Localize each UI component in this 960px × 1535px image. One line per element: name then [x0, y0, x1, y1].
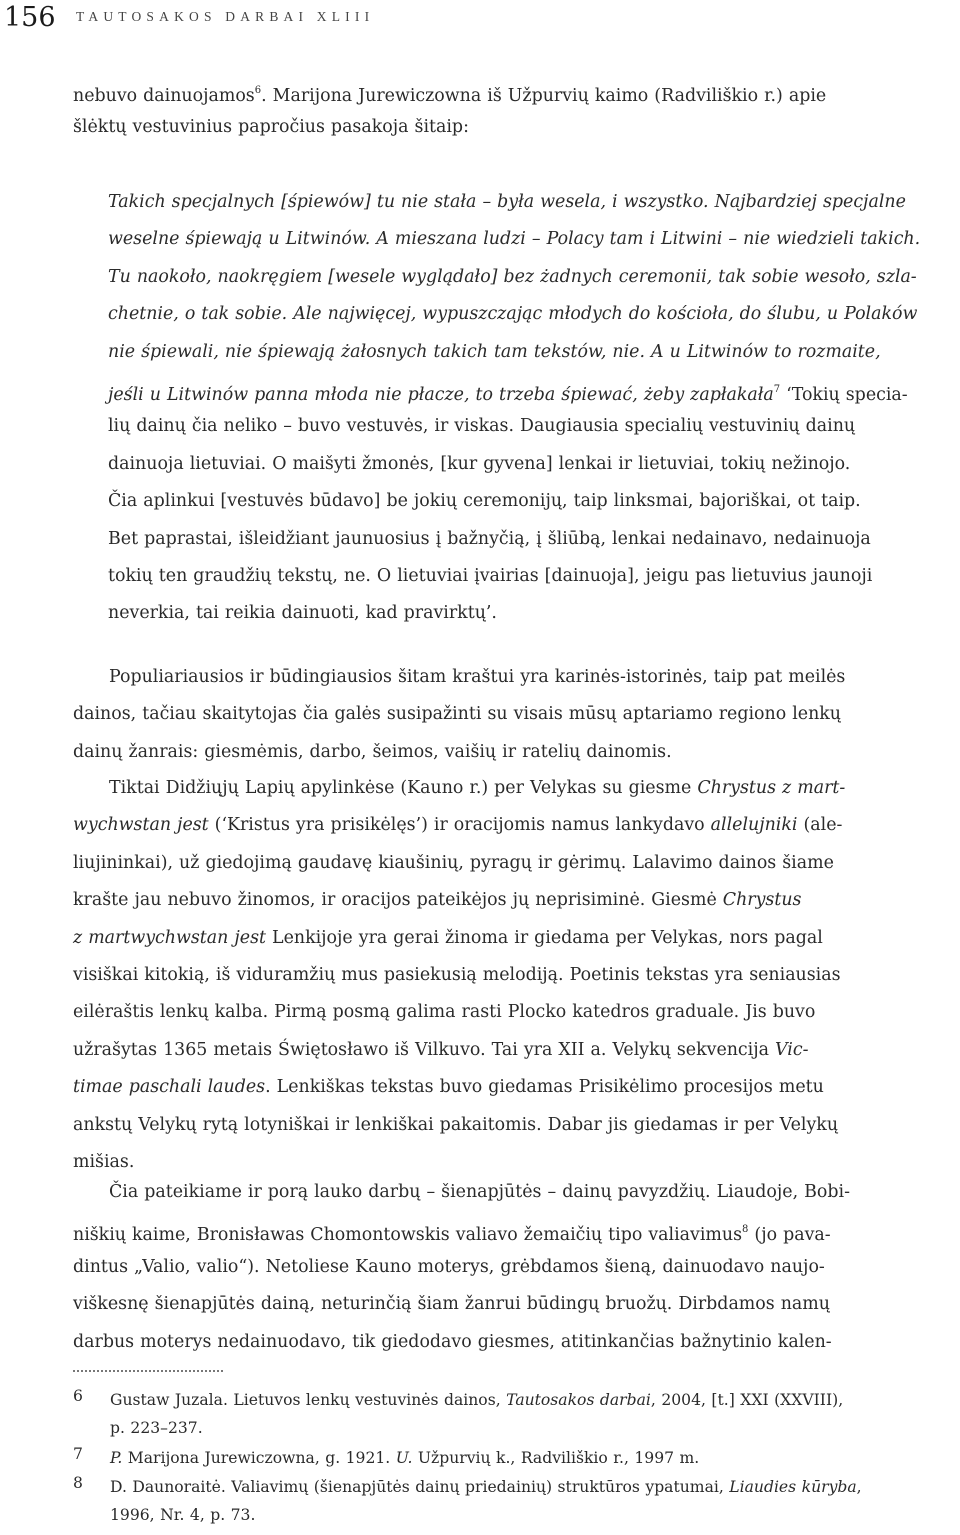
text-line: niškių kaime, Bronisławas Chomontowskis valiavo žemaičių tipo valiavimus$^8$ (jo pava- [73, 1224, 831, 1246]
text-line: krašte jau nebuvo žinomos, ir oracijos pateikėjos jų neprisiminė. Giesmė Chrystus [73, 890, 802, 911]
quote-line: neverkia, tai reikia dainuoti, kad pravirktų’. [108, 603, 497, 624]
page-header [0, 2, 960, 32]
text-line: Tiktai Didžiųjų Lapių apylinkėse (Kauno r.) per Velykas su giesme Chrystus z mart- [109, 778, 846, 798]
page-number: 156 [4, 2, 56, 33]
text-line: Čia pateikiame ir porą lauko darbų – šienapjūtės – dainų pavyzdžių. Liaudoje, Bobi- [109, 1182, 850, 1202]
text-line: ankstų Velykų rytą lotyniškai ir lenkiškai pakaitomis. Dabar jis giedamas ir per Velykų [73, 1114, 839, 1135]
text-line: Populiariausios ir būdingiausios šitam kraštui yra karinės-istorinės, taip pat meilės [109, 667, 846, 687]
footnote-line: Gustaw Juzala. Lietuvos lenkų vestuvinės dainos, Tautosakos darbai, 2004, [t.] XXI (XXVIII), [110, 1391, 844, 1409]
running-title: TAUTOSAKOS DARBAI XLIII [76, 9, 375, 24]
text-line: mišias. [73, 1151, 135, 1172]
footnote-separator [73, 1370, 223, 1372]
text-line: šlėktų vestuvinius papročius pasakoja šitaip: [73, 117, 469, 138]
quote-line: weselne śpiewają u Litwinów. A mieszana ludzi – Polacy tam i Litwini – nie wiedzieli takich. [108, 229, 921, 250]
quote-line: Bet paprastai, išleidžiant jaunuosius į bažnyčią, į šliūbą, lenkai nedainavo, nedainuoja [108, 528, 871, 549]
text-line: darbus moterys nedainuodavo, tik giedodavo giesmes, atitinkančias bažnytinio kalen- [73, 1331, 832, 1352]
quote-line: lių dainų čia neliko – buvo vestuvės, ir viskas. Daugiausia specialių vestuvinių dainų [108, 416, 856, 437]
quote-line: Čia aplinkui [vestuvės būdavo] be jokių ceremonijų, taip linksmai, bajoriškai, ot taip. [108, 491, 861, 512]
footnote-line: 1996, Nr. 4, p. 73. [110, 1505, 256, 1524]
text-line: eilėraštis lenkų kalba. Pirmą posmą galima rasti Plocko katedros graduale. Jis buvo [73, 1002, 816, 1023]
footnote-ref-6[interactable]: 6 [254, 85, 262, 96]
quote-line: dainuoja lietuviai. O maišyti žmonės, [kur gyvena] lenkai ir lietuviai, tokių nežinojo. [108, 453, 851, 474]
text-line: liujininkai), už giedojimą gaudavę kiaušinių, pyragų ir gėrimų. Lalavimo dainos šiame [73, 852, 834, 873]
footnote-line: P. Marijona Jurewiczowna, g. 1921. U. Užpurvių k., Radviliškio r., 1997 m. [110, 1449, 700, 1467]
text-line: dainų žanrais: giesmėmis, darbo, šeimos, vaišių ir ratelių dainomis. [73, 741, 672, 762]
text-line: viškesnę šienapjūtės dainą, neturinčią šiam žanrui būdingų bruožų. Dirbdamos namų [73, 1294, 830, 1315]
footnote-line: D. Daunoraitė. Valiavimų (šienapjūtės dainų priedainių) struktūros ypatumai, Liaudies kūryba, [110, 1478, 862, 1496]
footnote-number: 7 [73, 1445, 83, 1463]
text-line: z martwychwstan jest Lenkijoje yra gerai žinoma ir giedama per Velykas, nors pagal [73, 927, 823, 948]
quote-line: chetnie, o tak sobie. Ale najwięcej, wypuszczając młodych do kościoła, do ślubu, u Polaków [108, 304, 918, 325]
footnote-line: p. 223–237. [110, 1418, 203, 1437]
text-line: dainos, tačiau skaitytojas čia galės susipažinti su visais mūsų aptariamo regiono lenkų [73, 704, 842, 725]
text-line: visiškai kitokią, iš viduramžių mus pasiekusią melodiją. Poetinis tekstas yra seniausias [73, 964, 841, 985]
quotation-block [108, 184, 958, 633]
footnote-ref-7[interactable]: 7 [773, 383, 781, 395]
quote-line: Takich specjalnych [śpiewów] tu nie stała – była wesela, i wszystko. Najbardziej specjalne [108, 192, 906, 212]
quote-line: Tu naokoło, naokręgiem [wesele wyglądało] bez żadnych ceremonii, tak sobie wesoło, szla- [108, 266, 917, 287]
footnote-number: 8 [73, 1474, 83, 1492]
quote-line: tokių ten graudžių tekstų, ne. O lietuviai įvairias [dainuoja], jeigu pas lietuvius jaunoji [108, 565, 873, 586]
text-line: timae paschali laudes. Lenkiškas tekstas buvo giedamas Prisikėlimo procesijos metu [73, 1077, 824, 1098]
text-line: wychwstan jest (‘Kristus yra prisikėlęs’) ir oracijomis namus lankydavo allelujniki (ale- [73, 815, 843, 836]
quote-line: jeśli u Litwinów panna młoda nie płacze, to trzeba śpiewać, żeby zapłakała$^7$ ‘Tokių specia- [108, 383, 908, 405]
quote-line: nie śpiewali, nie śpiewają żałosnych takich tam tekstów, nie. A u Litwinów to rozmaite, [108, 341, 881, 362]
intro-paragraph [73, 72, 957, 147]
body-paragraph-3 [73, 1174, 957, 1361]
text-line: nebuvo dainuojamos$^6$. Marijona Jurewiczowna iš Užpurvių kaimo (Radviliškio r.) apie [73, 85, 827, 106]
text-line: dintus „Valio, valio“). Netoliese Kauno moterys, grėbdamos šieną, dainuodavo naujo- [73, 1256, 825, 1277]
body-paragraph-2 [73, 770, 957, 1181]
body-paragraph-1 [73, 659, 957, 771]
footnote-number: 6 [73, 1387, 83, 1405]
text-line: užrašytas 1365 metais Świętosławo iš Vilkuvo. Tai yra XII a. Velykų sekvencija Vic- [73, 1039, 809, 1060]
footnote-ref-8[interactable]: 8 [742, 1224, 749, 1236]
